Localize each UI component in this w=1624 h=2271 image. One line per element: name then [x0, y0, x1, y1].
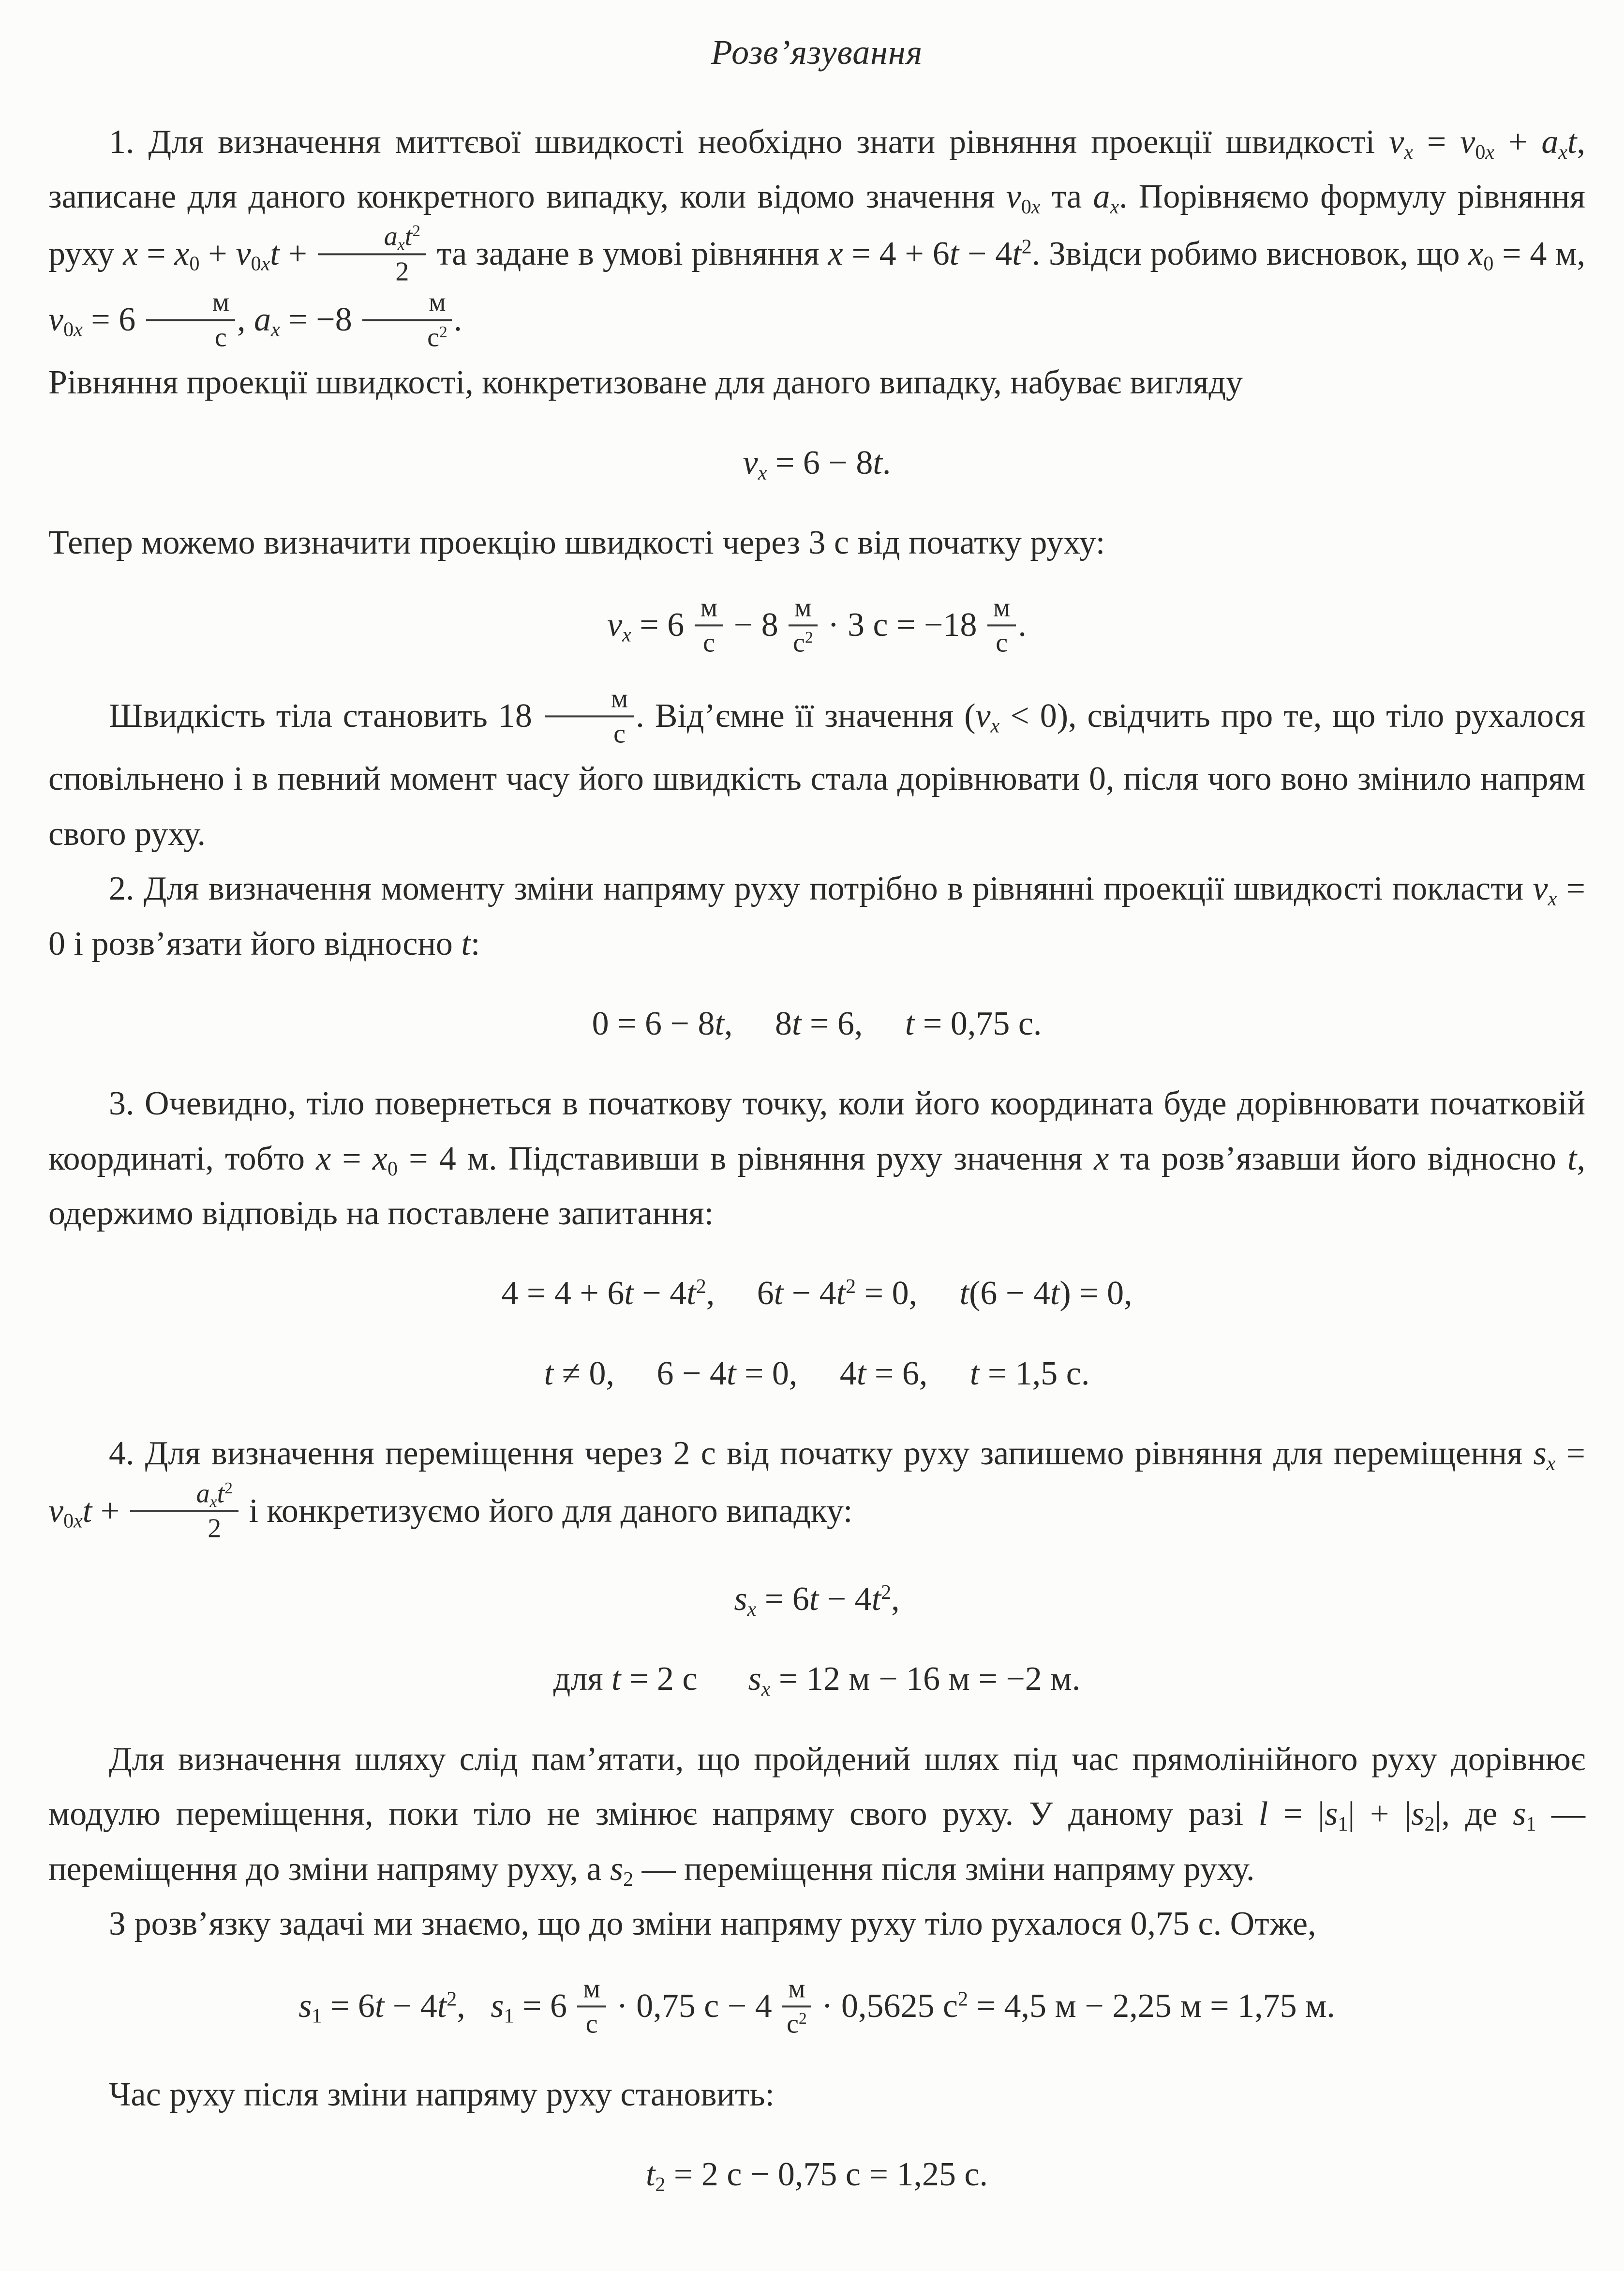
math-run: t: [969, 1354, 980, 1392]
text-run: = 0,75 с.: [914, 1005, 1042, 1042]
math-run: 2: [958, 1988, 968, 2011]
math-run: s: [1411, 1795, 1425, 1833]
math-run: t: [611, 1660, 621, 1698]
text-run: м: [212, 287, 230, 317]
math-run: s: [734, 1580, 747, 1618]
text-run: ,: [237, 301, 254, 338]
text-run: = |: [1268, 1795, 1325, 1833]
text-run: +: [279, 235, 316, 273]
text-run: ≠ 0, 6 − 4: [553, 1354, 727, 1392]
text-run: − 4: [819, 1580, 872, 1618]
text-run: = 4 + 6: [843, 235, 950, 273]
page-title: Розв’язування: [711, 33, 923, 72]
text-run: і конкретизуємо його для даного випадку:: [240, 1492, 853, 1530]
fraction: [787, 593, 819, 658]
text-run: 1. Для визначення миттєвої швидкості необхідно знати рівняння проекції швидкості: [109, 123, 1389, 161]
math-run: s: [1325, 1795, 1338, 1833]
text-run: ,: [457, 1987, 491, 2025]
equation-return-line-1: [48, 1266, 1585, 1321]
math-run: 2: [1424, 1813, 1435, 1835]
text-run: · 0,5625 с: [813, 1987, 958, 2025]
math-run: 2: [412, 222, 421, 241]
math-run: t: [404, 221, 413, 252]
math-run: 0: [63, 1510, 74, 1533]
text-run: , одержимо відповідь на поставлене запитання:: [48, 1140, 1585, 1233]
math-run: v: [48, 1492, 64, 1530]
text-run: =: [138, 235, 175, 273]
math-run: 0: [1483, 253, 1494, 275]
text-run: та розв’язавши його відносно: [1109, 1140, 1568, 1177]
math-run: 1: [1338, 1813, 1348, 1835]
text-run: с: [427, 322, 440, 352]
text-run: +: [1494, 123, 1542, 161]
math-run: 1: [1526, 1813, 1536, 1835]
math-run: x: [271, 318, 280, 341]
paragraph-negative-velocity: [48, 683, 1585, 861]
math-run: t: [856, 1354, 866, 1392]
math-run: t: [1567, 123, 1577, 161]
text-run: = 6: [322, 1987, 375, 2025]
text-run: < 0), свідчить про те, що тіло рухалося сповільнено і в певний момент часу його швидкість стала дорівнювати 0, після чого воно змінило напрям свого руху.: [48, 697, 1585, 853]
math-run: s: [1513, 1795, 1526, 1833]
text-run: . Порівняємо формулу рівняння руху: [48, 178, 1586, 273]
text-run: , 8: [724, 1005, 792, 1042]
math-run: 0: [189, 253, 200, 275]
text-run: . Звідси робимо висновок, що: [1031, 235, 1469, 273]
math-run: t: [715, 1005, 724, 1042]
text-run: ) = 0,: [1059, 1275, 1132, 1312]
text-run: = 6 − 8: [767, 444, 873, 481]
paragraph-time-after-turn: [48, 2067, 1585, 2122]
math-run: x: [397, 236, 405, 254]
fraction: [780, 1974, 813, 2039]
math-run: 2: [846, 1276, 856, 1298]
text-run: Для визначення шляху слід пам’ятати, що пройдений шлях під час прямолінійного руху дорівнює модулю переміщення, поки тіло не змінює напряму свого руху. У даному разі: [48, 1740, 1585, 1833]
equation-return-line-2: [48, 1346, 1585, 1401]
math-run: 2: [655, 2173, 666, 2196]
math-run: x: [990, 715, 1000, 737]
math-run: v: [48, 301, 64, 338]
math-run: x: [761, 1678, 771, 1701]
text-run: та: [1040, 178, 1093, 216]
text-run: м: [788, 1973, 805, 2004]
equation-time-of-turn: [48, 996, 1585, 1051]
math-run: t: [871, 1580, 881, 1618]
text-run: .: [1018, 606, 1027, 644]
text-run: = 0, 4: [736, 1354, 857, 1392]
text-run: =: [331, 1140, 372, 1177]
math-run: v: [607, 606, 623, 644]
text-run: ,: [891, 1580, 900, 1618]
text-run: для: [553, 1660, 612, 1698]
math-run: 2: [623, 1868, 634, 1891]
math-run: t: [270, 235, 280, 273]
text-run: · 0,75 с − 4: [608, 1987, 781, 2025]
math-run: x: [1094, 1140, 1109, 1177]
text-run: 2: [208, 1513, 222, 1544]
text-run: 3. Очевидно, тіло повернеться в початкову точку, коли його координата буде дорівнювати початковій координаті, тобто: [48, 1085, 1585, 1177]
fraction: [144, 287, 237, 352]
math-run: t: [836, 1275, 846, 1312]
math-run: x: [1031, 196, 1041, 218]
text-run: = 6: [82, 301, 144, 338]
text-run: :: [470, 925, 480, 963]
text-run: та задане в умові рівняння: [428, 235, 828, 273]
equation-displacement-at-2s: [48, 1652, 1585, 1706]
text-run: = 1,5 с.: [979, 1354, 1090, 1392]
math-run: s: [298, 1987, 312, 2025]
text-run: · 3 с = −18: [819, 606, 985, 644]
text-run: 4. Для визначення переміщення через 2 с від початку руху запишемо рівняння для переміщення: [109, 1435, 1534, 1473]
text-run: 4 = 4 + 6: [501, 1275, 625, 1312]
text-run: =: [1555, 1435, 1585, 1473]
text-run: = 6: [631, 606, 693, 644]
math-run: t: [905, 1005, 915, 1042]
fraction: [543, 683, 636, 749]
text-run: с: [996, 628, 1008, 658]
math-run: t: [645, 2156, 656, 2194]
paragraph-path-definition: [48, 1732, 1585, 1896]
math-run: t: [686, 1275, 696, 1312]
text-run: = 2 с − 0,75 с = 1,25 с.: [665, 2156, 988, 2194]
text-run: с: [613, 719, 626, 749]
text-run: =: [1413, 123, 1460, 161]
text-run: Тепер можемо визначити проекцію швидкості через 3 с від початку руху:: [48, 524, 1105, 562]
text-run: = −8: [280, 301, 361, 338]
text-run: м: [429, 287, 446, 317]
text-run: = 6,: [801, 1005, 905, 1042]
math-run: t: [949, 235, 959, 273]
text-run: = 6,: [866, 1354, 970, 1392]
text-run: с: [703, 628, 715, 658]
math-run: s: [1533, 1435, 1547, 1473]
math-run: t: [774, 1275, 784, 1312]
math-run: 2: [447, 1988, 457, 2011]
text-run: З розв’язку задачі ми знаємо, що до зміни напряму руху тіло рухалося 0,75 с. Отже,: [109, 1905, 1316, 1943]
fraction: [316, 222, 428, 287]
text-run: Рівняння проекції швидкості, конкретизоване для даного випадку, набуває вигляду: [48, 364, 1243, 402]
math-run: t: [1567, 1140, 1577, 1177]
math-run: 2: [805, 629, 813, 647]
math-run: t: [461, 925, 471, 963]
math-run: x: [1485, 141, 1495, 164]
math-run: x: [316, 1140, 331, 1177]
math-run: 0: [251, 253, 261, 275]
math-run: s: [491, 1987, 504, 2025]
text-run: = 6: [756, 1580, 809, 1618]
text-run: = 2 с: [621, 1660, 748, 1698]
math-run: 2: [881, 1581, 892, 1604]
text-run: — переміщення до зміни напряму руху, а: [48, 1795, 1585, 1888]
text-run: с: [787, 2009, 799, 2039]
math-run: t: [726, 1354, 736, 1392]
text-run: | + |: [1348, 1795, 1412, 1833]
math-run: t: [437, 1987, 447, 2025]
paragraph-velocity-equation-intro: [48, 355, 1585, 410]
math-run: x: [1468, 235, 1484, 273]
math-run: t: [959, 1275, 969, 1312]
text-run: = 0,: [856, 1275, 960, 1312]
text-run: = 4,5 м − 2,25 м = 1,75 м.: [968, 1987, 1335, 2025]
paragraph-direction-change: [48, 861, 1585, 971]
math-run: 0: [1475, 141, 1486, 164]
fraction: [985, 593, 1018, 658]
math-run: x: [758, 462, 767, 484]
text-run: |, де: [1434, 1795, 1513, 1833]
fraction: [128, 1478, 240, 1544]
math-run: x: [1548, 887, 1557, 910]
text-run: − 4: [959, 235, 1013, 273]
fraction: [693, 593, 725, 658]
math-run: t: [624, 1275, 634, 1312]
math-run: a: [1541, 123, 1559, 161]
math-run: x: [261, 253, 270, 275]
math-run: x: [74, 1510, 83, 1533]
math-run: l: [1258, 1795, 1268, 1833]
math-run: v: [1389, 123, 1404, 161]
math-run: a: [196, 1478, 210, 1509]
math-run: v: [236, 235, 251, 273]
text-run: = 4 м,: [1493, 235, 1586, 273]
text-run: с: [793, 628, 805, 658]
text-run: 2: [395, 256, 409, 287]
math-run: 2: [799, 2010, 807, 2028]
math-run: x: [174, 235, 190, 273]
text-run: +: [199, 235, 236, 273]
text-run: .: [453, 301, 462, 338]
text-run: м: [583, 1973, 600, 2004]
text-run: = 4 м. Підставивши в рівняння руху значення: [398, 1140, 1094, 1177]
math-run: x: [1546, 1452, 1556, 1475]
text-run: = 12 м − 16 м = −2 м.: [770, 1660, 1081, 1698]
math-run: x: [828, 235, 843, 273]
math-run: t: [82, 1492, 92, 1530]
text-run: , записане для даного конкретного випадку, коли відомо значення: [48, 123, 1585, 216]
math-run: x: [1558, 141, 1568, 164]
fraction: [575, 1974, 608, 2039]
paragraph-displacement: [48, 1426, 1585, 1547]
math-run: s: [748, 1660, 761, 1698]
math-run: t: [1050, 1275, 1060, 1312]
text-run: = 0 і розв’язати його відносно: [48, 870, 1585, 963]
math-run: 1: [312, 2005, 322, 2028]
math-run: a: [254, 301, 271, 338]
text-run: − 4: [384, 1987, 437, 2025]
paragraph-instant-velocity: [48, 115, 1585, 356]
text-run: − 8: [725, 606, 787, 644]
math-run: t: [374, 1987, 385, 2025]
text-run: 0 = 6 − 8: [592, 1005, 715, 1042]
math-run: 1: [504, 2005, 514, 2028]
math-run: t: [791, 1005, 802, 1042]
math-run: 0: [63, 318, 74, 341]
math-run: x: [622, 624, 631, 647]
math-run: x: [209, 1492, 217, 1511]
text-run: , 6: [706, 1275, 774, 1312]
math-run: t: [1012, 235, 1022, 273]
math-run: s: [610, 1850, 624, 1888]
math-run: x: [1110, 196, 1119, 218]
math-run: v: [1460, 123, 1475, 161]
math-run: 0: [1021, 196, 1031, 218]
math-run: t: [217, 1478, 225, 1509]
math-run: t: [544, 1354, 554, 1392]
text-run: м: [611, 683, 628, 714]
text-run: (6 − 4: [969, 1275, 1050, 1312]
equation-velocity-at-3s: [48, 592, 1585, 661]
text-run: 2. Для визначення моменту зміни напряму руху потрібно в рівнянні проекції швидкості покласти: [109, 870, 1533, 908]
text-run: с: [585, 2009, 598, 2039]
equation-path-s1: [48, 1973, 1585, 2042]
fraction: [360, 287, 453, 352]
math-run: v: [1006, 178, 1021, 216]
text-run: Швидкість тіла становить 18: [109, 697, 543, 735]
math-run: x: [747, 1598, 757, 1621]
paragraph-path-before-turn: [48, 1896, 1585, 1951]
text-run: с: [215, 322, 227, 352]
math-run: v: [975, 697, 991, 735]
math-run: a: [384, 221, 398, 252]
text-run: Час руху після зміни напряму руху становить:: [109, 2075, 775, 2113]
math-run: x: [1404, 141, 1413, 164]
math-run: 2: [1021, 236, 1032, 259]
paragraph-return-to-start: [48, 1076, 1585, 1241]
text-run: +: [92, 1492, 128, 1530]
text-run: м: [700, 592, 718, 623]
math-run: v: [743, 444, 758, 481]
text-run: м: [993, 592, 1011, 623]
text-run: = 6: [514, 1987, 576, 2025]
math-run: t: [873, 444, 882, 481]
math-run: 2: [696, 1276, 706, 1298]
math-run: x: [74, 318, 83, 341]
math-run: 2: [224, 1479, 233, 1497]
math-run: t: [809, 1580, 819, 1618]
math-run: x: [123, 235, 138, 273]
math-run: 0: [387, 1158, 398, 1180]
text-run: . Від’ємне її значення (: [636, 697, 976, 735]
text-run: − 4: [783, 1275, 836, 1312]
paragraph-velocity-at-3s-intro: [48, 515, 1585, 570]
math-run: 2: [439, 323, 447, 341]
math-run: a: [1093, 178, 1110, 216]
text-run: м: [794, 592, 812, 623]
math-run: x: [372, 1140, 387, 1177]
equation-displacement: [48, 1572, 1585, 1626]
text-run: − 4: [633, 1275, 687, 1312]
text-run: — переміщення після зміни напряму руху.: [633, 1850, 1255, 1888]
math-run: v: [1533, 870, 1548, 908]
equation-velocity-projection: [48, 436, 1585, 490]
equation-time-t2: [48, 2147, 1585, 2202]
text-run: .: [882, 444, 891, 481]
